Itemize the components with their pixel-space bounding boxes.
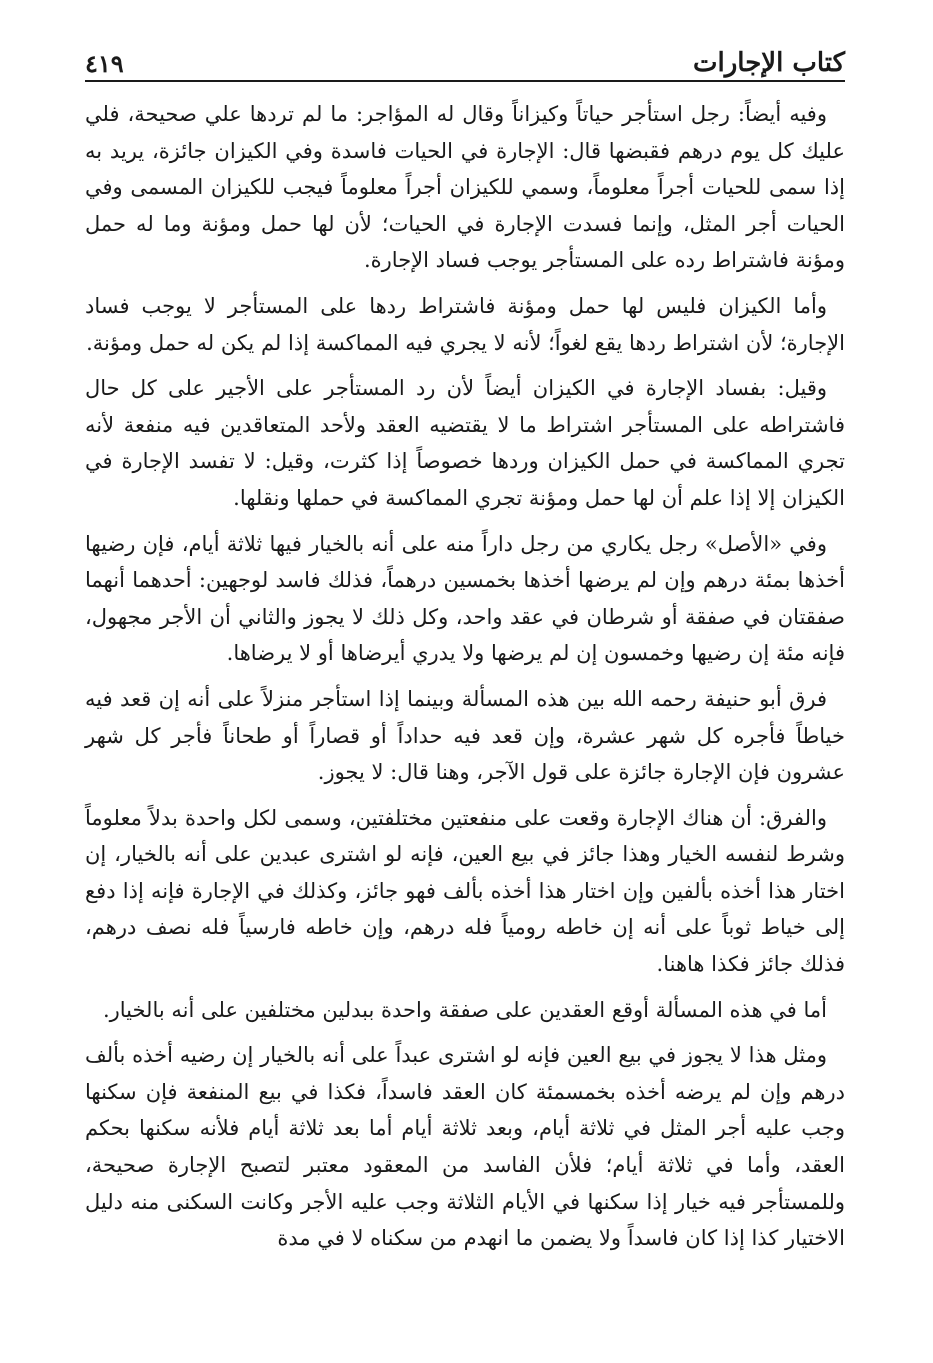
paragraph: ومثل هذا لا يجوز في بيع العين فإنه لو اشترى عبداً على أنه بالخيار إن رضيه أخذه بألف درهم وإن لم يرضه أخذه بخمسمئة كان العقد فاسداً، فكذا في بيع المنفعة فإن سكنها وجب عليه أجر المثل في ثلاثة أيام، وبعد ثلاثة أيام أما بعد ثلاثة أيام فلأنه سكنها بحكم العقد، وأما في ثلاثة أيام؛ فلأن الفاسد من المعقود معتبر لتصبح الإجارة صحيحة، وللمستأجر فيه خيار إذا سكنها في الأيام الثلاثة وجب عليه الأجر وكانت السكنى منه دليل الاختيار كذا إذا كان فاسداً ولا يضمن ما انهدم من سكناه لا في مدة: [85, 1043, 845, 1251]
paragraph: والفرق: أن هناك الإجارة وقعت على منفعتين مختلفتين، وسمى لكل واحدة بدلاً معلوماً وشرط لنفسه الخيار وهذا جائز في بيع العين، فإنه لو اشترى عبدين على أنه بالخيار، إن اختار هذا أخذه بألفين وإن اختار هذا أخذه بألف فهو جائز، وكذلك في الإجارة فإنه إذا دفع إلى خياط ثوباً على أنه إن خاطه رومياً فله درهم، وإن خاطه فارسياً فله نصف درهم، فذلك جائز فكذا هاهنا.: [85, 805, 845, 977]
paragraph: وفيه أيضاً: رجل استأجر حياتاً وكيزاناً وقال له المؤاجر: ما لم تردها علي صحيحة، فلي عليك كل يوم درهم فقبضها قال: الإجارة في الحيات فاسدة وفي الكيزان جائزة، يريد به إذا سمى للحيات أجراً معلوماً، وسمي للكيزان أجراً معلوماً فيجب للكيزان المسمى وفي الحيات أجر المثل، وإنما فسدت الإجارة في الحيات؛ لأن لها حمل ومؤنة وما له حمل ومؤنة فاشتراط رده على المستأجر يوجب فساد الإجارة.: [85, 102, 845, 273]
paragraph: وقيل: بفساد الإجارة في الكيزان أيضاً لأن رد المستأجر على الأجير على كل حال فاشتراطه على المستأجر اشتراط ما لا يقتضيه العقد ولأحد المتعاقدين فيه منفعة لأنه تجري المماكسة في حمل الكيزان وردها خصوصاً إذا كثرت، وقيل: لا تفسد الإجارة في الكيزان إلا إذا علم أن لها حمل ومؤنة تجري المماكسة في حملها ونقلها.: [85, 376, 845, 510]
body-text: [85, 96, 845, 1266]
paragraph: وفي «الأصل» رجل يكاري من رجل داراً منه على أنه بالخيار فيها ثلاثة أيام، فإن رضيها أخذها بمئة درهم وإن لم يرضها أخذها بخمسين درهماً، فذلك فاسد لوجهين: أحدهما أنهما صفقتان في صفقة أو شرطان في عقد واحد، وكل ذلك لا يجوز والثاني أن الأجر مجهول، فإنه مئة إن رضيها وخمسون إن لم يرضها ولا يدري أيرضاها أو لا يرضاها.: [85, 531, 845, 666]
running-title: كتاب الإجارات: [693, 48, 845, 78]
page-number: ٤١٩: [85, 49, 124, 78]
running-header: [85, 30, 845, 82]
paragraph: أما في هذه المسألة أوقع العقدين على صفقة واحدة ببدلين مختلفين على أنه بالخيار.: [102, 997, 827, 1022]
paragraph: وأما الكيزان فليس لها حمل ومؤنة فاشتراط ردها على المستأجر لا يوجب فساد الإجارة؛ لأن اشتراط ردها يقع لغواً؛ لأنه لا يجري فيه المماكسة إذا لم يكن له حمل ومؤنة.: [85, 293, 845, 355]
paragraph: فرق أبو حنيفة رحمه الله بين هذه المسألة وبينما إذا استأجر منزلاً على أنه إن قعد فيه خياطاً فأجره كل شهر عشرة، وإن قعد فيه حداداً أو قصاراً أو طحاناً فأجر كل شهر عشرون فإن الإجارة جائزة على قول الآجر، وهنا قال: لا يجوز.: [85, 686, 845, 785]
